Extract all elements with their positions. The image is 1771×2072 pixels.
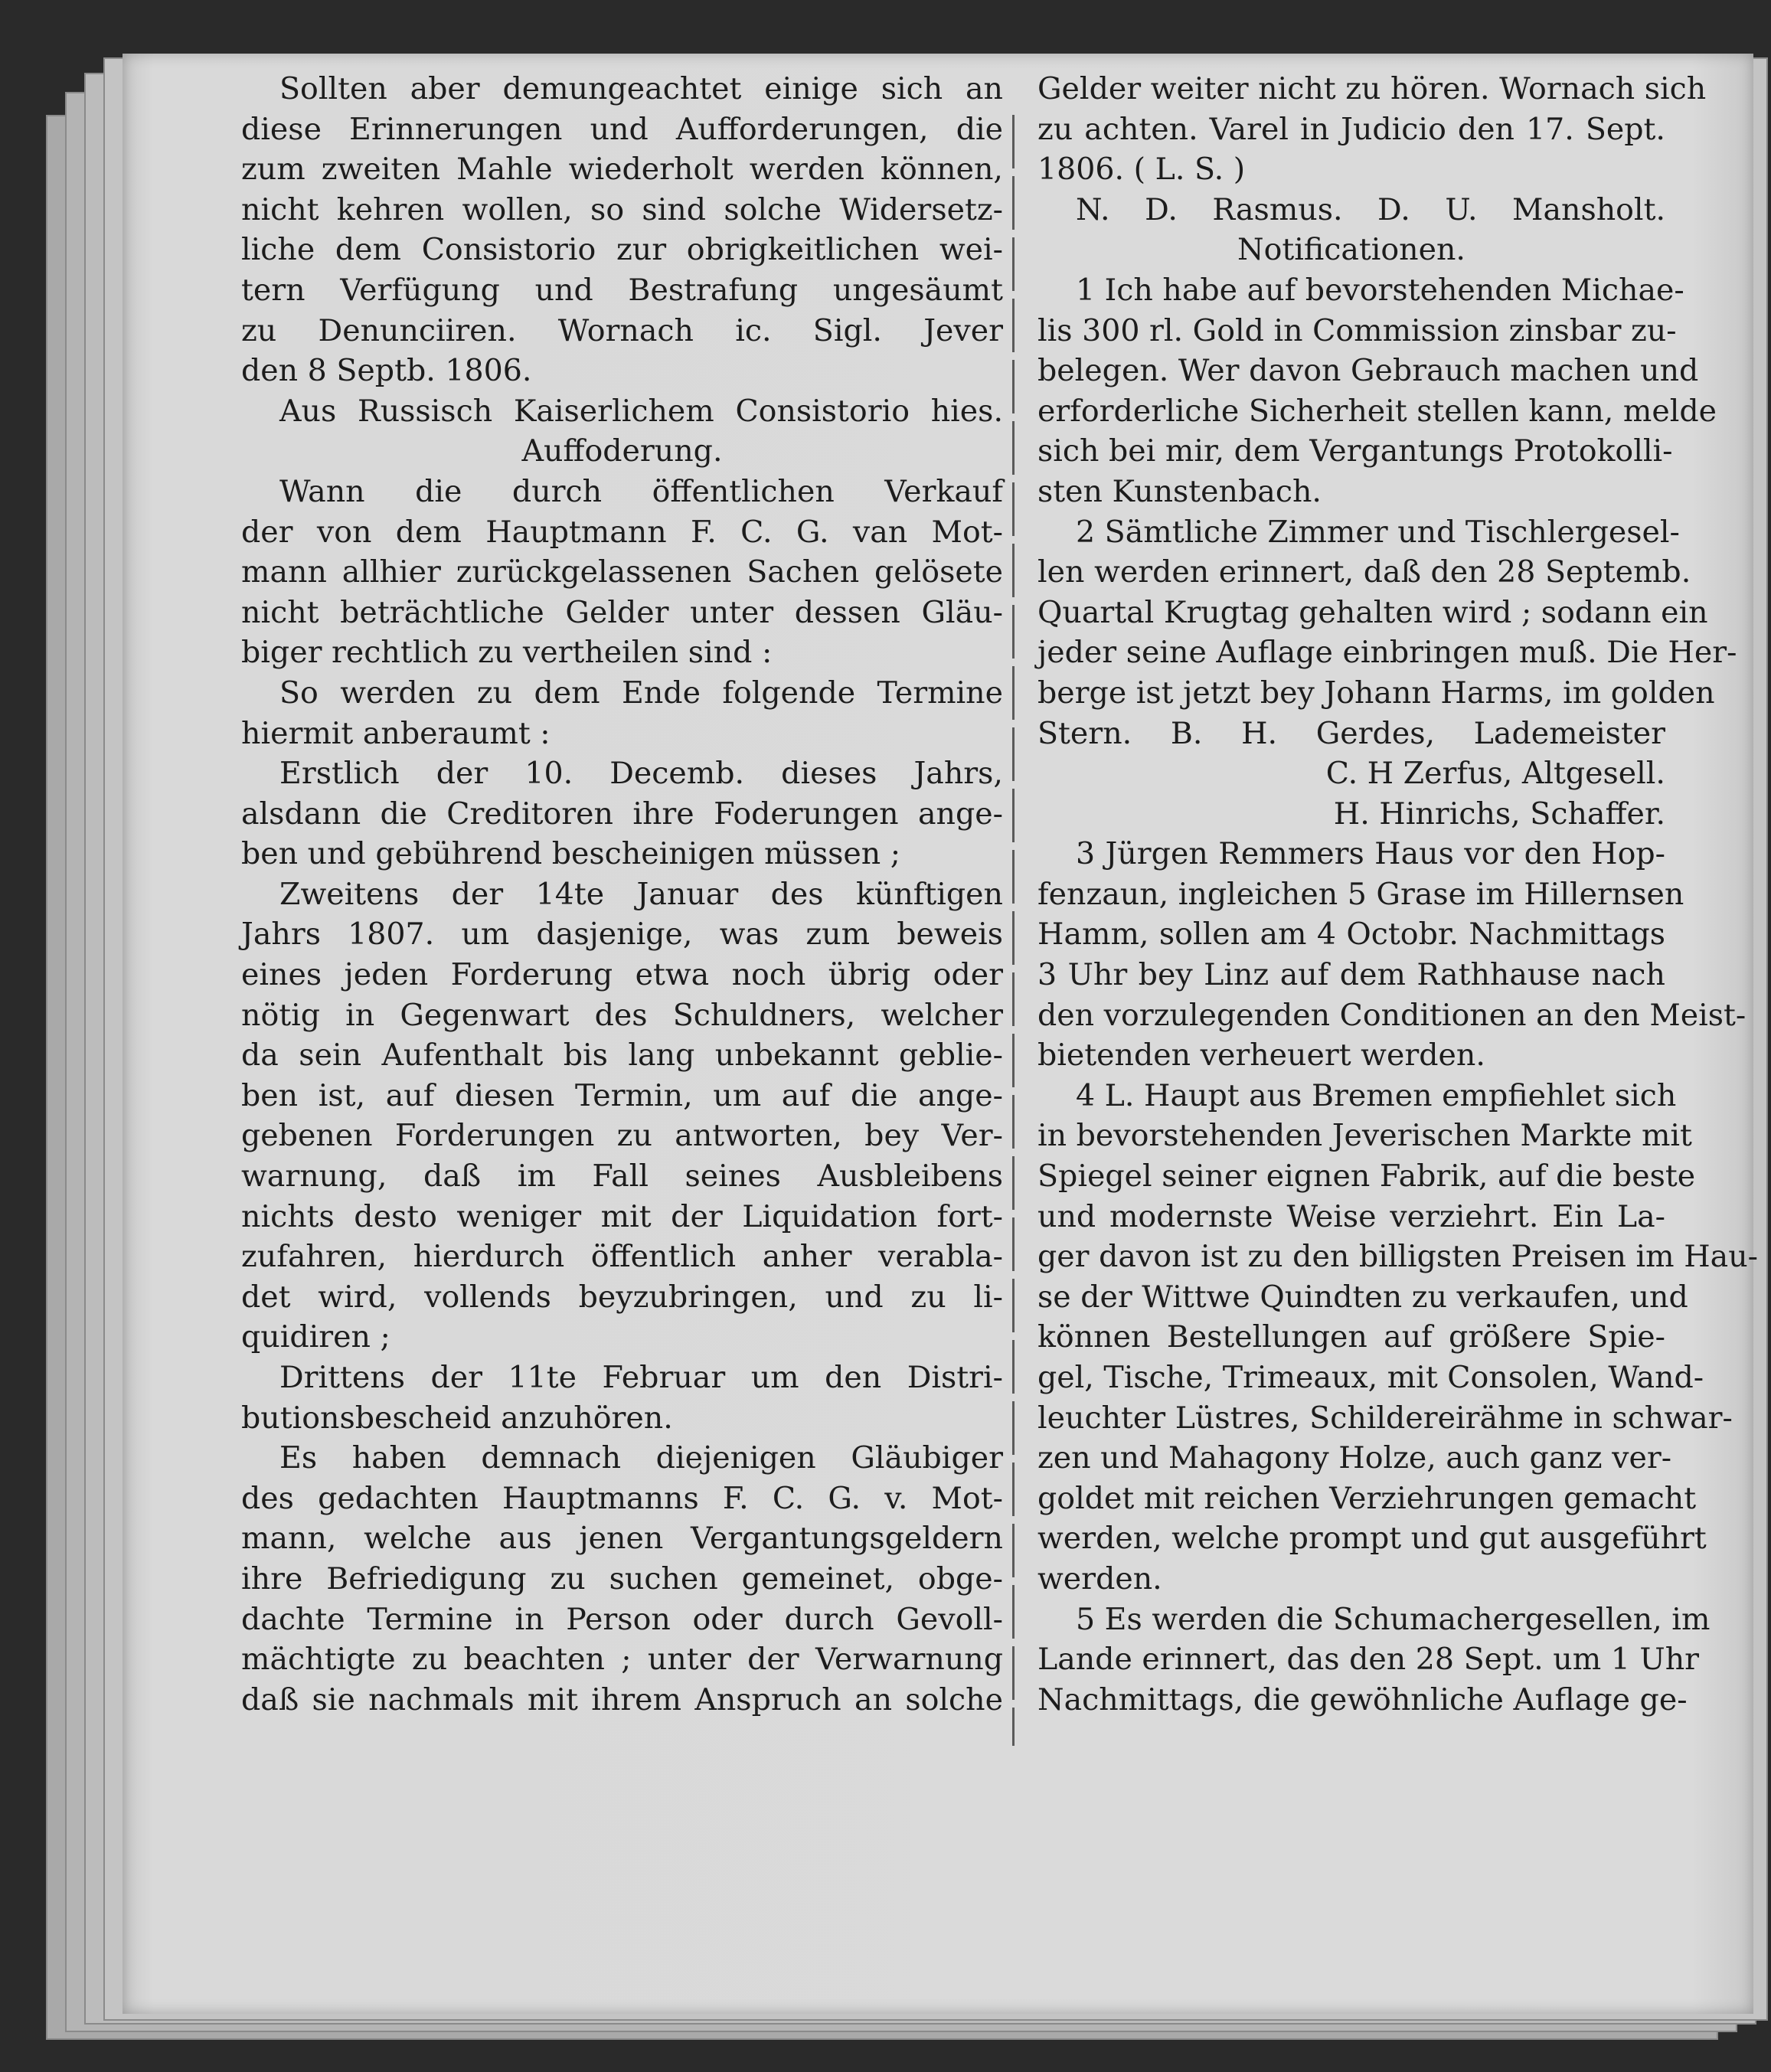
section-heading: Aus Russisch Kaiserlichem Consistorio hies. — [279, 393, 1003, 429]
notice-line: fenzaun, ingleichen 5 Grase im Hillernsen — [1037, 876, 1684, 912]
text-line: zum zweiten Mahle wiederholt werden können, — [241, 152, 1003, 188]
text-line: liche dem Consistorio zur obrigkeitlichen wei- — [241, 232, 1003, 268]
text-line: Jahrs 1807. um dasjenige, was zum beweis — [241, 917, 1003, 953]
notice-line: Stern. B. H. Gerdes, Lademeister — [1037, 715, 1665, 751]
notice-line: Lande erinnert, das den 28 Sept. um 1 Uhr — [1037, 1642, 1700, 1678]
notice-line: jeder seine Auflage einbringen muß. Die Her- — [1037, 635, 1737, 671]
notice-line: 2 Sämtliche Zimmer und Tischlergesel- — [1076, 514, 1680, 550]
notice-line: Hamm, sollen am 4 Octobr. Nachmittags — [1037, 917, 1665, 953]
section-title: Notificationen. — [1237, 232, 1465, 268]
text-line: da sein Aufenthalt bis lang unbekannt geblie- — [241, 1038, 1003, 1074]
notice-line: bietenden verheuert werden. — [1037, 1038, 1485, 1074]
notice-line: 1 Ich habe auf bevorstehenden Michae- — [1076, 272, 1684, 308]
notice-line: ger davon ist zu den billigsten Preisen im Hau- — [1037, 1239, 1758, 1275]
text-line: zufahren, hierdurch öffentlich anher verabla- — [241, 1239, 1003, 1275]
text-line: nötig in Gegenwart des Schuldners, welcher — [241, 997, 1003, 1033]
notice-line: Spiegel seiner eignen Fabrik, auf die beste — [1037, 1159, 1696, 1195]
text-line: butionsbescheid anzuhören. — [241, 1400, 673, 1436]
text-line: den 8 Septb. 1806. — [241, 353, 532, 389]
notice-line: leuchter Lüstres, Schildereirähme in schwar- — [1037, 1400, 1733, 1436]
notice-line: werden, welche prompt und gut ausgeführt — [1037, 1521, 1707, 1557]
text-line: gebenen Forderungen zu antworten, bey Ver- — [241, 1118, 1003, 1154]
text-line: Zweitens der 14te Januar des künftigen — [279, 876, 1003, 912]
signature-line: H. Hinrichs, Schaffer. — [1333, 796, 1665, 832]
text-line: nichts desto weniger mit der Liquidation fort- — [241, 1198, 1003, 1234]
text-line: Es haben demnach diejenigen Gläubiger — [279, 1440, 1003, 1476]
notice-line: erforderliche Sicherheit stellen kann, melde — [1037, 393, 1717, 429]
text-line: mächtigte zu beachten ; unter der Verwarnung — [241, 1642, 1003, 1678]
notice-line: werden. — [1037, 1561, 1162, 1596]
notice-line: lis 300 rl. Gold in Commission zinsbar zu- — [1037, 312, 1677, 348]
notice-line: berge ist jetzt bey Johann Harms, im golden — [1037, 675, 1715, 711]
notice-line: 3 Jürgen Remmers Haus vor den Hop- — [1076, 836, 1665, 872]
text-line: Erstlich der 10. Decemb. dieses Jahrs, — [279, 756, 1003, 792]
text-line: warnung, daß im Fall seines Ausbleibens — [241, 1159, 1003, 1195]
notice-line: Quartal Krugtag gehalten wird ; sodann ein — [1037, 594, 1708, 630]
text-line: zu achten. Varel in Judicio den 17. Sept. — [1037, 111, 1665, 147]
left-text-column — [241, 69, 1003, 1720]
text-line: ben ist, auf diesen Termin, um auf die ange- — [241, 1077, 1003, 1113]
right-text-column — [1037, 69, 1758, 1720]
section-title: Auffoderung. — [521, 433, 723, 469]
text-line: nicht kehren wollen, so sind solche Widersetz- — [241, 191, 1003, 227]
column-divider — [1012, 115, 1015, 1746]
text-line: nicht beträchtliche Gelder unter dessen Gläu- — [241, 594, 1003, 630]
text-line: dachte Termine in Person oder durch Gevoll- — [241, 1601, 1003, 1637]
notice-line: und modernste Weise verziehrt. Ein La- — [1037, 1198, 1665, 1234]
notice-line: gel, Tische, Trimeaux, mit Consolen, Wand- — [1037, 1360, 1704, 1395]
text-line: zu Denunciiren. Wornach ic. Sigl. Jever — [241, 312, 1003, 348]
notice-line: sten Kunstenbach. — [1037, 473, 1322, 509]
text-line: des gedachten Hauptmanns F. C. G. v. Mot- — [241, 1480, 1003, 1516]
signature-line: N. D. Rasmus. D. U. Mansholt. — [1076, 191, 1665, 227]
text-line: der von dem Hauptmann F. C. G. van Mot- — [241, 514, 1003, 550]
notice-line: belegen. Wer davon Gebrauch machen und — [1037, 353, 1699, 389]
text-line: mann allhier zurückgelassenen Sachen gelösete — [241, 554, 1003, 590]
text-line: det wird, vollends beyzubringen, und zu li- — [241, 1279, 1003, 1315]
notice-line: 3 Uhr bey Linz auf dem Rathhause nach — [1037, 957, 1665, 993]
text-line: So werden zu dem Ende folgende Termine — [279, 675, 1003, 711]
text-line: ben und gebührend bescheinigen müssen ; — [241, 836, 901, 872]
notice-line: können Bestellungen auf größere Spie- — [1037, 1319, 1665, 1355]
text-line: Gelder weiter nicht zu hören. Wornach sich — [1037, 71, 1707, 106]
text-line: Wann die durch öffentlichen Verkauf — [279, 473, 1003, 509]
notice-line: zen und Mahagony Holze, auch ganz ver- — [1037, 1440, 1672, 1476]
text-line: Sollten aber demungeachtet einige sich an — [279, 71, 1003, 106]
notice-line: len werden erinnert, daß den 28 Septemb. — [1037, 554, 1691, 590]
text-line: eines jeden Forderung etwa noch übrig oder — [241, 957, 1003, 993]
text-line: biger rechtlich zu vertheilen sind : — [241, 635, 773, 671]
text-line: mann, welche aus jenen Vergantungsgeldern — [241, 1521, 1003, 1557]
notice-line: se der Wittwe Quindten zu verkaufen, und — [1037, 1279, 1688, 1315]
text-line: Drittens der 11te Februar um den Distri- — [279, 1360, 1003, 1395]
text-line: diese Erinnerungen und Aufforderungen, die — [241, 111, 1003, 147]
notice-line: 5 Es werden die Schumachergesellen, im — [1076, 1601, 1711, 1637]
notice-line: in bevorstehenden Jeverischen Markte mit — [1037, 1118, 1692, 1154]
text-line: alsdann die Creditoren ihre Foderungen ange- — [241, 796, 1003, 832]
text-line: quidiren ; — [241, 1319, 390, 1355]
notice-line: den vorzulegenden Conditionen an den Meist- — [1037, 997, 1746, 1033]
notice-line: Nachmittags, die gewöhnliche Auflage ge- — [1037, 1681, 1688, 1717]
text-line: 1806. ( L. S. ) — [1037, 152, 1246, 188]
text-line: daß sie nachmals mit ihrem Anspruch an solche — [241, 1681, 1003, 1717]
notice-line: goldet mit reichen Verziehrungen gemacht — [1037, 1480, 1697, 1516]
text-line: ihre Befriedigung zu suchen gemeinet, obge- — [241, 1561, 1003, 1596]
notice-line: sich bei mir, dem Vergantungs Protokolli- — [1037, 433, 1673, 469]
signature-line: C. H Zerfus, Altgesell. — [1325, 756, 1665, 792]
text-line: tern Verfügung und Bestrafung ungesäumt — [241, 272, 1003, 308]
text-line: hiermit anberaumt : — [241, 715, 551, 751]
notice-line: 4 L. Haupt aus Bremen empfiehlet sich — [1076, 1077, 1677, 1113]
